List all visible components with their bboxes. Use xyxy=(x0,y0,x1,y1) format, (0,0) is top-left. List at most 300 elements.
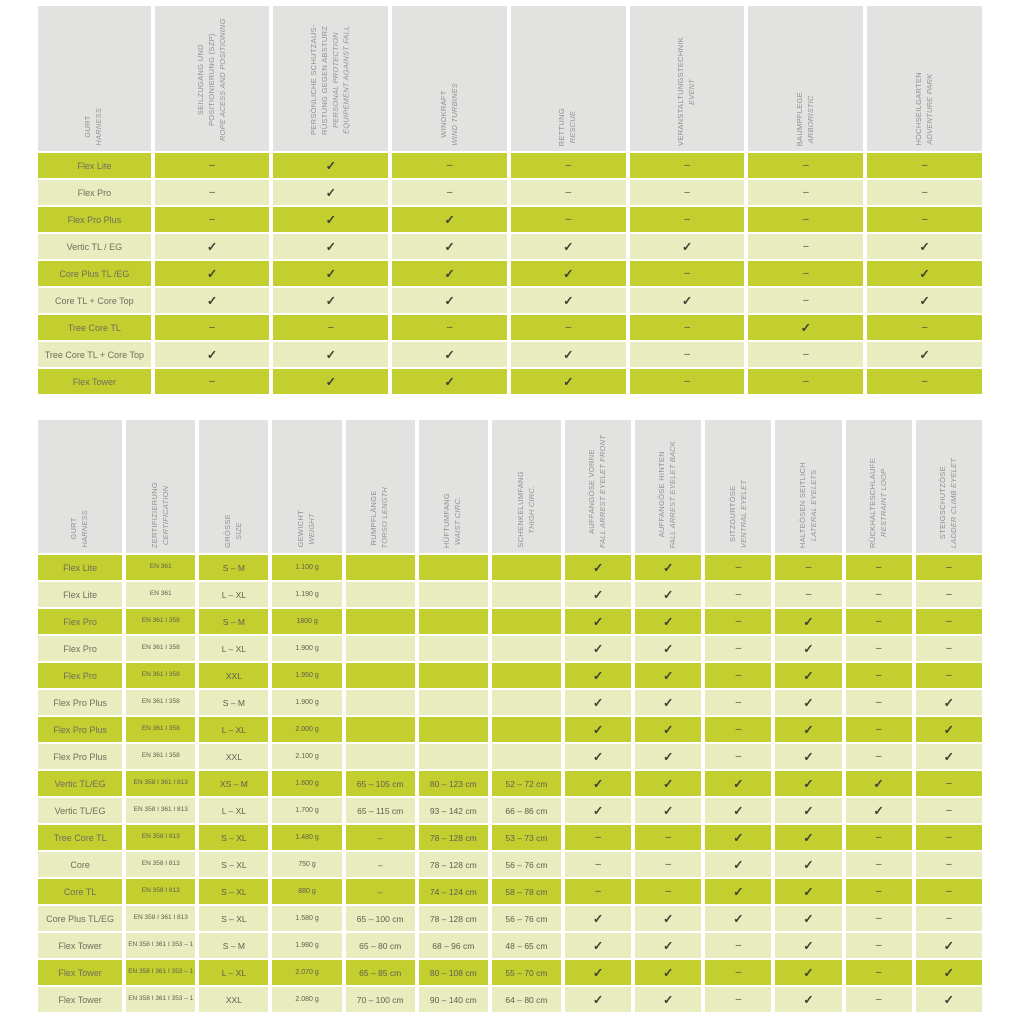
column-header-ladder-climb xyxy=(916,420,982,553)
mark-cell-rescue xyxy=(511,369,626,394)
check-icon: ✓ xyxy=(563,240,574,254)
torso-length-cell: – xyxy=(346,852,415,877)
check-icon: ✓ xyxy=(563,348,574,362)
spec-row-tree-core-tl xyxy=(38,825,982,850)
waist-circ-cell: 90 – 140 cm xyxy=(419,987,488,1012)
mark-cell-ventral-eyelet: – xyxy=(705,663,771,688)
mark-cell-fall-arrest-front xyxy=(565,771,631,796)
weight-cell: 880 g xyxy=(272,879,341,904)
certification-cell: EN 358 I 813 xyxy=(126,879,195,904)
check-icon: ✓ xyxy=(592,615,604,629)
spec-row-flex-pro-plus xyxy=(38,744,982,769)
check-icon: ✓ xyxy=(206,348,218,362)
mark-cell-rope-access xyxy=(155,234,270,259)
mark-cell-ladder-climb: – xyxy=(916,825,982,850)
mark-cell-restraint-loop: – xyxy=(846,906,912,931)
waist-circ-cell: 74 – 124 cm xyxy=(419,879,488,904)
certification-cell: EN 358 I 361 I 813 xyxy=(126,798,195,823)
spec-table-body xyxy=(38,555,982,1012)
check-icon: ✓ xyxy=(803,966,814,980)
column-header-restraint-loop xyxy=(846,420,912,553)
harness-name-cell: Tree Core TL xyxy=(38,315,151,340)
check-icon: ✓ xyxy=(663,750,674,764)
mark-cell-adventure-park: – xyxy=(867,207,982,232)
header-label-en-arboristic: ARBORISTIC xyxy=(805,94,815,143)
mark-cell-ladder-climb: – xyxy=(916,771,982,796)
torso-length-cell: 65 – 105 cm xyxy=(346,771,415,796)
weight-cell: 1.100 g xyxy=(272,555,341,580)
torso-length-cell xyxy=(346,717,415,742)
mark-cell-ventral-eyelet xyxy=(705,852,771,877)
harness-name-cell: Core TL xyxy=(38,879,122,904)
mark-cell-ventral-eyelet xyxy=(705,825,771,850)
spec-row-vertic-tl-eg xyxy=(38,798,982,823)
thigh-circ-cell: 64 – 80 cm xyxy=(492,987,561,1012)
check-icon: ✓ xyxy=(444,348,455,362)
certification-cell: EN 361 I 358 xyxy=(126,636,195,661)
torso-length-cell xyxy=(346,744,415,769)
weight-cell: 1800 g xyxy=(272,609,341,634)
mark-cell-ppe-fall: – xyxy=(273,315,388,340)
waist-circ-cell: 93 – 142 cm xyxy=(419,798,488,823)
check-icon: ✓ xyxy=(592,561,604,575)
column-header-harness xyxy=(38,6,151,151)
mark-cell-rescue xyxy=(511,261,626,286)
certification-cell: EN 358 I 361 I 813 xyxy=(126,906,195,931)
waist-circ-cell xyxy=(419,582,488,607)
mark-cell-rope-access: – xyxy=(155,207,270,232)
mark-cell-fall-arrest-back xyxy=(635,987,701,1012)
harness-name-cell: Tree Core TL + Core Top xyxy=(38,342,151,367)
mark-cell-fall-arrest-back: – xyxy=(635,825,701,850)
harness-name-cell: Flex Tower xyxy=(38,369,151,394)
mark-cell-ventral-eyelet: – xyxy=(705,609,771,634)
mark-cell-rope-access xyxy=(155,342,270,367)
check-icon: ✓ xyxy=(873,777,884,791)
check-icon: ✓ xyxy=(943,696,955,710)
harness-name-cell: Flex Lite xyxy=(38,153,151,178)
check-icon: ✓ xyxy=(592,723,604,737)
thigh-circ-cell xyxy=(492,717,561,742)
check-icon: ✓ xyxy=(733,831,744,845)
mark-cell-restraint-loop: – xyxy=(846,825,912,850)
harness-name-cell: Flex Pro xyxy=(38,180,151,205)
mark-cell-rescue xyxy=(511,288,626,313)
rotated-header-label xyxy=(938,458,960,548)
mark-cell-fall-arrest-front: – xyxy=(565,879,631,904)
mark-cell-ventral-eyelet: – xyxy=(705,636,771,661)
mark-cell-restraint-loop: – xyxy=(846,609,912,634)
mark-cell-wind-turbines: – xyxy=(392,180,507,205)
mark-cell-event xyxy=(630,288,745,313)
mark-cell-adventure-park: – xyxy=(867,369,982,394)
column-header-ventral-eyelet xyxy=(705,420,771,553)
rotated-header-label xyxy=(657,441,679,548)
torso-length-cell: 65 – 85 cm xyxy=(346,960,415,985)
harness-name-cell: Flex Pro Plus xyxy=(38,690,122,715)
weight-cell: 750 g xyxy=(272,852,341,877)
mark-cell-adventure-park xyxy=(867,234,982,259)
header-label-de-lateral-eyelets: HALTEÖSEN SEITLICH xyxy=(797,461,807,548)
check-icon: ✓ xyxy=(803,912,814,926)
header-label-en-rope-access: ROPE ACESS AND POSITIONING xyxy=(217,18,227,142)
rotated-header-label xyxy=(439,83,461,146)
check-icon: ✓ xyxy=(803,858,814,872)
mark-cell-rope-access xyxy=(155,261,270,286)
check-icon: ✓ xyxy=(663,615,674,629)
waist-circ-cell xyxy=(419,744,488,769)
harness-name-cell: Core xyxy=(38,852,122,877)
size-cell: XS – M xyxy=(199,771,268,796)
size-cell: L – XL xyxy=(199,582,268,607)
mark-cell-ventral-eyelet: – xyxy=(705,960,771,985)
rotated-header-label xyxy=(442,493,464,548)
mark-cell-fall-arrest-back xyxy=(635,690,701,715)
check-icon: ✓ xyxy=(444,294,455,308)
spec-row-flex-lite xyxy=(38,555,982,580)
usage-row-tree-core-tl-core-top xyxy=(38,342,982,367)
mark-cell-rescue: – xyxy=(511,153,626,178)
mark-cell-lateral-eyelets xyxy=(775,852,841,877)
mark-cell-rescue: – xyxy=(511,315,626,340)
spec-row-flex-pro xyxy=(38,663,982,688)
mark-cell-restraint-loop: – xyxy=(846,555,912,580)
usage-row-vertic-tl-eg xyxy=(38,234,982,259)
header-label-de-ppe-fall: PERSÖNLICHE SCHUTZAUS- RÜSTUNG GEGEN ABSTURZ xyxy=(309,24,329,136)
check-icon: ✓ xyxy=(325,240,337,254)
harness-name-cell: Tree Core TL xyxy=(38,825,122,850)
check-icon: ✓ xyxy=(803,615,814,629)
header-label-en-wind-turbines: WIND TURBINES xyxy=(449,83,459,146)
mark-cell-restraint-loop: – xyxy=(846,852,912,877)
column-header-harness xyxy=(38,420,122,553)
header-label-de-harness: GURT xyxy=(83,116,93,139)
mark-cell-lateral-eyelets xyxy=(775,663,841,688)
size-cell: L – XL xyxy=(199,636,268,661)
check-icon: ✓ xyxy=(803,696,814,710)
mark-cell-restraint-loop: – xyxy=(846,879,912,904)
waist-circ-cell xyxy=(419,717,488,742)
mark-cell-arboristic: – xyxy=(748,207,863,232)
check-icon: ✓ xyxy=(563,294,574,308)
check-icon: ✓ xyxy=(919,348,930,362)
thigh-circ-cell: 56 – 76 cm xyxy=(492,852,561,877)
mark-cell-fall-arrest-back xyxy=(635,771,701,796)
check-icon: ✓ xyxy=(733,858,744,872)
column-header-fall-arrest-back xyxy=(635,420,701,553)
check-icon: ✓ xyxy=(733,804,744,818)
weight-cell: 1.580 g xyxy=(272,906,341,931)
mark-cell-lateral-eyelets: – xyxy=(775,555,841,580)
check-icon: ✓ xyxy=(803,885,814,899)
header-label-en-event: EVENT xyxy=(687,78,697,105)
check-icon: ✓ xyxy=(325,186,337,200)
certification-cell: EN 358 I 361 I 353 – 1 xyxy=(126,987,195,1012)
usage-table-head xyxy=(38,6,982,151)
mark-cell-restraint-loop: – xyxy=(846,636,912,661)
check-icon: ✓ xyxy=(206,240,218,254)
mark-cell-ladder-climb: – xyxy=(916,798,982,823)
check-icon: ✓ xyxy=(663,993,674,1007)
check-icon: ✓ xyxy=(919,240,930,254)
mark-cell-wind-turbines xyxy=(392,342,507,367)
mark-cell-arboristic: – xyxy=(748,180,863,205)
waist-circ-cell: 78 – 128 cm xyxy=(419,825,488,850)
mark-cell-rescue xyxy=(511,342,626,367)
mark-cell-adventure-park: – xyxy=(867,153,982,178)
mark-cell-ventral-eyelet xyxy=(705,906,771,931)
mark-cell-event: – xyxy=(630,261,745,286)
check-icon: ✓ xyxy=(803,939,814,953)
mark-cell-event: – xyxy=(630,180,745,205)
size-cell: L – XL xyxy=(199,960,268,985)
torso-length-cell xyxy=(346,609,415,634)
spec-table xyxy=(34,418,986,1014)
header-label-de-fall-arrest-back: AUFFANGÖSE HINTEN xyxy=(657,451,667,538)
harness-name-cell: Flex Tower xyxy=(38,933,122,958)
certification-cell: EN 361 I 358 xyxy=(126,717,195,742)
header-label-de-waist-circ: HÜFTUMFANG xyxy=(442,492,452,548)
waist-circ-cell xyxy=(419,636,488,661)
weight-cell: 2.100 g xyxy=(272,744,341,769)
waist-circ-cell: 78 – 128 cm xyxy=(419,906,488,931)
check-icon: ✓ xyxy=(206,294,218,308)
mark-cell-fall-arrest-back xyxy=(635,582,701,607)
mark-cell-fall-arrest-front xyxy=(565,609,631,634)
check-icon: ✓ xyxy=(663,669,674,683)
check-icon: ✓ xyxy=(943,750,955,764)
harness-name-cell: Flex Tower xyxy=(38,960,122,985)
mark-cell-fall-arrest-back xyxy=(635,798,701,823)
header-label-en-ppe-fall: PERSONAL PROTECTION EQUIPEMENT AGAINST FALL xyxy=(330,25,351,135)
mark-cell-ladder-climb xyxy=(916,960,982,985)
mark-cell-event: – xyxy=(630,207,745,232)
mark-cell-fall-arrest-front xyxy=(565,663,631,688)
waist-circ-cell: 80 – 123 cm xyxy=(419,771,488,796)
check-icon: ✓ xyxy=(803,750,814,764)
mark-cell-fall-arrest-front xyxy=(565,555,631,580)
mark-cell-fall-arrest-back xyxy=(635,717,701,742)
torso-length-cell xyxy=(346,663,415,688)
mark-cell-arboristic: – xyxy=(748,234,863,259)
mark-cell-restraint-loop: – xyxy=(846,690,912,715)
spec-row-flex-tower xyxy=(38,960,982,985)
torso-length-cell: 65 – 80 cm xyxy=(346,933,415,958)
header-label-de-weight: GEWICHT xyxy=(296,510,306,548)
mark-cell-arboristic: – xyxy=(748,153,863,178)
mark-cell-arboristic: – xyxy=(748,261,863,286)
thigh-circ-cell xyxy=(492,663,561,688)
mark-cell-ventral-eyelet: – xyxy=(705,987,771,1012)
check-icon: ✓ xyxy=(592,966,604,980)
torso-length-cell: – xyxy=(346,825,415,850)
certification-cell: EN 361 xyxy=(126,555,195,580)
spec-row-core xyxy=(38,852,982,877)
mark-cell-rescue: – xyxy=(511,180,626,205)
spec-row-flex-pro xyxy=(38,636,982,661)
mark-cell-restraint-loop xyxy=(846,798,912,823)
thigh-circ-cell xyxy=(492,690,561,715)
check-icon: ✓ xyxy=(803,723,814,737)
mark-cell-fall-arrest-front: – xyxy=(565,825,631,850)
check-icon: ✓ xyxy=(943,966,955,980)
mark-cell-event: – xyxy=(630,369,745,394)
mark-cell-ppe-fall xyxy=(273,369,388,394)
mark-cell-fall-arrest-front xyxy=(565,906,631,931)
torso-length-cell: 70 – 100 cm xyxy=(346,987,415,1012)
mark-cell-wind-turbines: – xyxy=(392,315,507,340)
check-icon: ✓ xyxy=(733,777,744,791)
waist-circ-cell xyxy=(419,663,488,688)
size-cell: S – M xyxy=(199,609,268,634)
mark-cell-fall-arrest-back xyxy=(635,636,701,661)
mark-cell-arboristic: – xyxy=(748,342,863,367)
spec-row-flex-pro-plus xyxy=(38,717,982,742)
check-icon: ✓ xyxy=(733,912,744,926)
mark-cell-ppe-fall xyxy=(273,234,388,259)
rotated-header-label xyxy=(150,482,172,548)
check-icon: ✓ xyxy=(663,966,674,980)
certification-cell: EN 358 I 361 I 813 xyxy=(126,771,195,796)
mark-cell-event: – xyxy=(630,342,745,367)
mark-cell-fall-arrest-back: – xyxy=(635,852,701,877)
weight-cell: 1.950 g xyxy=(272,663,341,688)
check-icon: ✓ xyxy=(919,267,930,281)
usage-row-tree-core-tl xyxy=(38,315,982,340)
certification-cell: EN 361 I 358 xyxy=(126,690,195,715)
size-cell: XXL xyxy=(199,744,268,769)
column-header-weight xyxy=(272,420,341,553)
torso-length-cell: 65 – 100 cm xyxy=(346,906,415,931)
header-label-de-harness: GURT xyxy=(69,518,79,541)
mark-cell-restraint-loop: – xyxy=(846,933,912,958)
mark-cell-ladder-climb xyxy=(916,717,982,742)
usage-row-core-plus-tl-eg xyxy=(38,261,982,286)
mark-cell-ventral-eyelet: – xyxy=(705,690,771,715)
mark-cell-restraint-loop: – xyxy=(846,582,912,607)
check-icon: ✓ xyxy=(803,642,814,656)
weight-cell: 1.480 g xyxy=(272,825,341,850)
thigh-circ-cell xyxy=(492,636,561,661)
check-icon: ✓ xyxy=(444,267,455,281)
check-icon: ✓ xyxy=(563,267,574,281)
column-header-ppe-fall xyxy=(273,6,388,151)
rotated-header-label xyxy=(676,37,698,146)
usage-row-flex-pro-plus xyxy=(38,207,982,232)
column-header-rescue xyxy=(511,6,626,151)
harness-name-cell: Flex Tower xyxy=(38,987,122,1012)
thigh-circ-cell xyxy=(492,555,561,580)
mark-cell-ppe-fall xyxy=(273,288,388,313)
mark-cell-event: – xyxy=(630,153,745,178)
header-label-de-rescue: RETTUNG xyxy=(557,107,567,146)
thigh-circ-cell: 58 – 78 cm xyxy=(492,879,561,904)
thigh-circ-cell: 55 – 70 cm xyxy=(492,960,561,985)
header-label-en-waist-circ: WAIST CIRC. xyxy=(453,496,463,545)
mark-cell-fall-arrest-front xyxy=(565,798,631,823)
mark-cell-lateral-eyelets xyxy=(775,744,841,769)
mark-cell-wind-turbines xyxy=(392,207,507,232)
check-icon: ✓ xyxy=(803,804,814,818)
rotated-header-label xyxy=(728,480,750,548)
spec-table-header-row xyxy=(38,420,982,553)
header-label-en-lateral-eyelets: LATERAL EYELETS xyxy=(808,469,818,541)
header-label-en-fall-arrest-back: FALL ARREST EYELET BACK xyxy=(668,440,678,548)
header-label-en-harness: HARNESS xyxy=(80,510,90,548)
header-label-en-size: SIZE xyxy=(233,522,243,540)
mark-cell-arboristic: – xyxy=(748,288,863,313)
mark-cell-restraint-loop: – xyxy=(846,960,912,985)
mark-cell-ladder-climb xyxy=(916,987,982,1012)
spec-table-head xyxy=(38,420,982,553)
mark-cell-ppe-fall xyxy=(273,261,388,286)
header-label-en-ladder-climb: LADDER CLIMB EYELET xyxy=(948,457,958,548)
usage-table-header-row xyxy=(38,6,982,151)
mark-cell-fall-arrest-front xyxy=(565,690,631,715)
harness-name-cell: Flex Pro Plus xyxy=(38,717,122,742)
weight-cell: 1.980 g xyxy=(272,933,341,958)
mark-cell-ladder-climb xyxy=(916,744,982,769)
thigh-circ-cell: 48 – 65 cm xyxy=(492,933,561,958)
check-icon: ✓ xyxy=(444,213,455,227)
mark-cell-lateral-eyelets xyxy=(775,798,841,823)
mark-cell-ventral-eyelet: – xyxy=(705,933,771,958)
harness-name-cell: Vertic TL/EG xyxy=(38,798,122,823)
column-header-certification xyxy=(126,420,195,553)
check-icon: ✓ xyxy=(325,294,337,308)
header-label-de-fall-arrest-front: AUFFANGÖSE VORNE xyxy=(587,449,597,534)
mark-cell-rope-access: – xyxy=(155,153,270,178)
mark-cell-lateral-eyelets xyxy=(775,717,841,742)
rotated-header-label xyxy=(83,108,105,146)
harness-name-cell: Flex Pro xyxy=(38,636,122,661)
usage-row-flex-pro xyxy=(38,180,982,205)
weight-cell: 1.900 g xyxy=(272,690,341,715)
mark-cell-rope-access xyxy=(155,288,270,313)
usage-row-flex-tower xyxy=(38,369,982,394)
header-label-de-thigh-circ: SCHENKELUMFANG xyxy=(515,471,525,548)
check-icon: ✓ xyxy=(803,669,814,683)
mark-cell-event: – xyxy=(630,315,745,340)
mark-cell-restraint-loop: – xyxy=(846,744,912,769)
header-label-en-fall-arrest-front: FALL ARREST EYELET FRONT xyxy=(598,434,608,548)
mark-cell-rescue: – xyxy=(511,207,626,232)
header-label-en-adventure-park: ADVENTURE PARK xyxy=(924,73,934,145)
mark-cell-fall-arrest-back xyxy=(635,555,701,580)
mark-cell-event xyxy=(630,234,745,259)
check-icon: ✓ xyxy=(663,696,674,710)
mark-cell-fall-arrest-front xyxy=(565,717,631,742)
check-icon: ✓ xyxy=(592,642,604,656)
check-icon: ✓ xyxy=(803,993,814,1007)
header-label-de-rope-access: SEILZUGANG UND POSITIONIERUNG (SZP) xyxy=(195,33,216,127)
weight-cell: 1.700 g xyxy=(272,798,341,823)
rotated-header-label xyxy=(587,435,609,548)
header-label-de-ladder-climb: STEIGSCHUTZÖSE xyxy=(937,466,947,540)
column-header-arboristic xyxy=(748,6,863,151)
mark-cell-fall-arrest-front xyxy=(565,744,631,769)
rotated-header-label xyxy=(69,510,91,548)
mark-cell-ventral-eyelet: – xyxy=(705,582,771,607)
mark-cell-ladder-climb: – xyxy=(916,555,982,580)
header-label-en-torso-length: TORSO LENGTH xyxy=(380,486,390,548)
check-icon: ✓ xyxy=(592,939,604,953)
mark-cell-ladder-climb: – xyxy=(916,636,982,661)
header-label-en-rescue: RESCUE xyxy=(568,110,578,144)
usage-row-flex-lite xyxy=(38,153,982,178)
mark-cell-adventure-park xyxy=(867,288,982,313)
check-icon: ✓ xyxy=(592,993,604,1007)
